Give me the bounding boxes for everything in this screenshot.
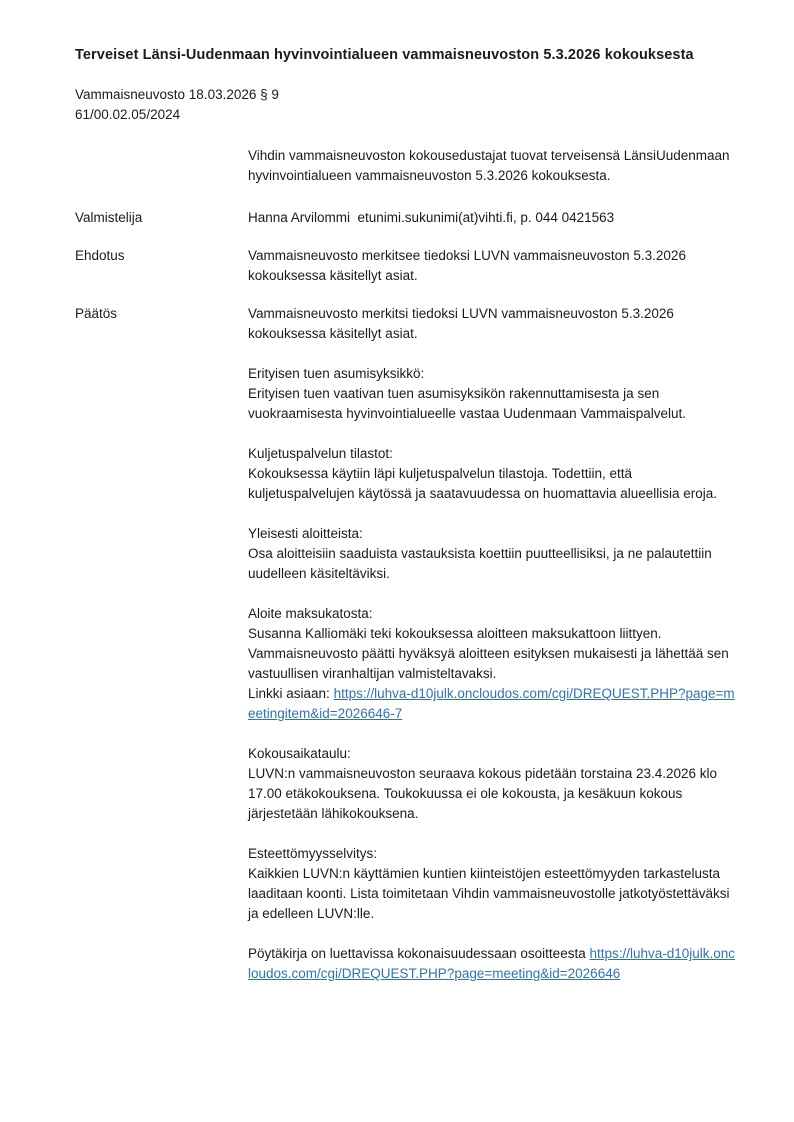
section-body: Kokouksessa käytiin läpi kuljetuspalvelun tilastoja. Todettiin, että kuljetuspalvelujen käytössä ja saatavuudessa on huomattavia alueellisia eroja. <box>248 466 718 501</box>
section-heading: Kokousaikataulu: <box>248 746 351 761</box>
section-kokousaikataulu <box>248 744 736 824</box>
section-aloitteista <box>248 524 736 584</box>
field-label: Valmistelija <box>75 210 143 225</box>
section-body: Osa aloitteisiin saaduista vastauksista koettiin puutteellisiksi, ja ne palautettiin uudelleen käsiteltäviksi. <box>248 546 712 581</box>
section-asumisyksikko <box>248 364 736 424</box>
minutes-link[interactable]: https://luhva-d10julk.oncloudos.com/cgi/DREQUEST.PHP?page=meeting&id=2026646 <box>248 946 736 981</box>
field-value: Hanna Arvilommi etunimi.sukunimi(at)vihti.fi, p. 044 0421563 <box>248 210 615 225</box>
document-meta <box>75 85 736 125</box>
section-heading: Esteettömyysselvitys: <box>248 846 378 861</box>
field-row-paatos <box>75 304 736 344</box>
section-body: Kaikkien LUVN:n käyttämien kuntien kiinteistöjen esteettömyyden tarkastelusta laaditaan koonti. Lista toimitetaan Vihdin vammaisneuvostolle jatkotyöstettäväksi ja edelleen LUVN:lle. <box>248 866 730 921</box>
field-value: Vammaisneuvosto merkitsi tiedoksi LUVN vammaisneuvoston 5.3.2026 kokouksessa käsitellyt asiat. <box>248 306 678 341</box>
meeting-item-link[interactable]: https://luhva-d10julk.oncloudos.com/cgi/DREQUEST.PHP?page=meetingitem&id=2026646-7 <box>248 686 735 721</box>
section-body: LUVN:n vammaisneuvoston seuraava kokous pidetään torstaina 23.4.2026 klo 17.00 etäkokouksena. Toukokuussa ei ole kokousta, ja kesäkuun kokous järjestetään lähikokouksena. <box>248 766 718 821</box>
section-heading: Kuljetuspalvelun tilastot: <box>248 446 393 461</box>
section-body: Erityisen tuen vaativan tuen asumisyksikön rakennuttamisesta ja sen vuokraamisesta hyvinvointialueelle vastaa Uudenmaan Vammaispalvelut. <box>248 386 686 421</box>
document-title: Terveiset Länsi-Uudenmaan hyvinvointialueen vammaisneuvoston 5.3.2026 kokouksesta <box>75 47 694 63</box>
field-row-valmistelija <box>75 208 736 228</box>
section-link-line <box>248 684 736 724</box>
footer-paragraph <box>248 944 736 984</box>
section-esteettomyys <box>248 844 736 924</box>
intro-paragraph: Vihdin vammaisneuvoston kokousedustajat tuovat terveisensä LänsiUudenmaan hyvinvointialueen vammaisneuvoston 5.3.2026 kokouksesta. <box>248 148 730 183</box>
field-label: Päätös <box>75 306 118 321</box>
section-body: Susanna Kalliomäki teki kokouksessa aloitteen maksukattoon liittyen. Vammaisneuvosto päätti hyväksyä aloitteen esityksen mukaisesti ja lähettää sen vastuullisen viranhaltijan valmisteltavaksi. <box>248 626 729 681</box>
link-prefix: Linkki asiaan: <box>248 686 334 701</box>
field-row-ehdotus <box>75 246 736 286</box>
section-kuljetuspalvelu <box>248 444 736 504</box>
sections-container <box>248 364 736 924</box>
meta-committee-date: Vammaisneuvosto 18.03.2026 § 9 <box>75 87 279 102</box>
section-maksukatto <box>248 604 736 724</box>
section-heading: Yleisesti aloitteista: <box>248 526 363 541</box>
footer-prefix: Pöytäkirja on luettavissa kokonaisuudessaan osoitteesta <box>248 946 590 961</box>
field-label: Ehdotus <box>75 248 125 263</box>
field-value: Vammaisneuvosto merkitsee tiedoksi LUVN vammaisneuvoston 5.3.2026 kokouksessa käsitellyt asiat. <box>248 248 690 283</box>
meta-case-number: 61/00.02.05/2024 <box>75 107 181 122</box>
section-heading: Aloite maksukatosta: <box>248 606 373 621</box>
section-heading: Erityisen tuen asumisyksikkö: <box>248 366 425 381</box>
